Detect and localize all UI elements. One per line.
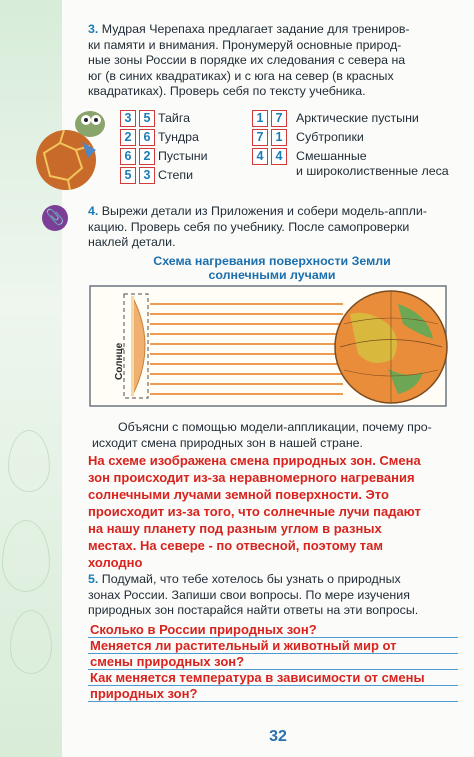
task4-line-2: кацию. Проверь себя по учебнику. После самопроверки <box>88 219 410 234</box>
scheme-title-line-2: солнечными лучами <box>208 268 336 282</box>
zone-pair-deserts <box>120 148 155 165</box>
page-number: 32 <box>269 728 287 745</box>
answer-line-5: на нашу планету под разным углом в разных <box>88 521 382 536</box>
scheme-title <box>88 254 456 282</box>
answer-line-4: происходит из-за того, что солнечные лучи падают <box>88 504 421 519</box>
red-square[interactable]: 1 <box>271 129 287 146</box>
task5-line-1: Подумай, что тебе хотелось бы узнать о природных <box>101 572 401 586</box>
task3-text <box>88 22 468 100</box>
red-square[interactable]: 3 <box>139 167 155 184</box>
zone-pair-mixed <box>252 148 287 165</box>
task3-line-1: Мудрая Черепаха предлагает задание для трениров- <box>101 22 410 36</box>
zone-pair-subtropics <box>252 129 287 146</box>
question-3-continued: природных зон? <box>90 686 198 701</box>
task5-line-2: зонах России. Запиши свои вопросы. По мере изучения <box>88 587 410 602</box>
red-square[interactable]: 6 <box>139 129 155 146</box>
blue-square[interactable]: 1 <box>252 110 268 127</box>
task4-line-3: наклей детали. <box>88 235 176 250</box>
zone-pair-taiga <box>120 110 155 127</box>
zone-label: Арктические пустыни <box>296 111 419 125</box>
blue-square[interactable]: 4 <box>252 148 268 165</box>
blue-square[interactable]: 2 <box>120 129 136 146</box>
task4-text <box>88 204 468 251</box>
blue-square[interactable]: 6 <box>120 148 136 165</box>
answer-line-3: солнечными лучами земной поверхности. Это <box>88 487 389 502</box>
zone-label: Пустыни <box>158 149 208 163</box>
task3-line-3: ные зоны России в порядке их следования с севера на <box>88 53 406 68</box>
task5-text <box>88 572 468 619</box>
question-2-continued: смены природных зон? <box>90 654 245 669</box>
task4-answer <box>88 452 468 571</box>
blue-square[interactable]: 7 <box>252 129 268 146</box>
answer-line-1: На схеме изображена смена природных зон. Смена <box>88 453 421 468</box>
heating-scheme-diagram <box>88 284 450 410</box>
zone-label: Тайга <box>158 111 190 125</box>
task3-number: 3. <box>88 22 99 36</box>
explain-line-2: исходит смена природных зон в нашей стране. <box>92 435 363 450</box>
answer-line-6: местах. На севере - по отвесной, поэтому там <box>88 538 384 553</box>
zone-pair-steppes <box>120 167 155 184</box>
task4-number: 4. <box>88 204 99 218</box>
red-square[interactable]: 7 <box>271 110 287 127</box>
task5-line-3: природных зон постарайся найти ответы на эти вопросы. <box>88 603 419 618</box>
blue-square[interactable]: 5 <box>120 167 136 184</box>
question-2: Меняется ли растительный и животный мир от <box>90 638 397 653</box>
task5-number: 5. <box>88 572 99 586</box>
zone-pair-tundra <box>120 129 155 146</box>
paperclip-icon: 📎 <box>42 205 68 231</box>
explain-line-1: Объясни с помощью модели-аппликации, почему про- <box>118 420 432 434</box>
question-3: Как меняется температура в зависимости от смены <box>90 670 425 685</box>
sun-label: Солнце <box>114 342 125 380</box>
zone-label: Тундра <box>158 130 199 144</box>
zone-pair-arctic <box>252 110 287 127</box>
zone-label: Смешанные <box>296 149 367 163</box>
red-square[interactable]: 2 <box>139 148 155 165</box>
zone-label: Степи <box>158 168 194 182</box>
task3-line-5: квадратиках). Проверь себя по тексту учебника. <box>88 84 366 99</box>
turtle-illustration <box>30 98 112 198</box>
task4-line-1: Вырежи детали из Приложения и собери модель-аппли- <box>101 204 427 218</box>
question-1: Сколько в России природных зон? <box>90 622 317 637</box>
answer-line-7: холодно <box>88 555 143 570</box>
blue-square[interactable]: 3 <box>120 110 136 127</box>
red-square[interactable]: 5 <box>139 110 155 127</box>
answer-line-2: зон происходит из-за неравномерного нагревания <box>88 470 415 485</box>
red-square[interactable]: 4 <box>271 148 287 165</box>
task3-line-4: юг (в синих квадратиках) и с юга на север (в красных <box>88 68 394 83</box>
zone-label-continued: и широколиственные леса <box>296 164 449 178</box>
zone-label: Субтропики <box>296 130 364 144</box>
explain-text <box>92 420 462 451</box>
scheme-title-line-1: Схема нагревания поверхности Земли <box>153 254 391 268</box>
task3-line-2: ки памяти и внимания. Пронумеруй основные природ- <box>88 37 402 52</box>
